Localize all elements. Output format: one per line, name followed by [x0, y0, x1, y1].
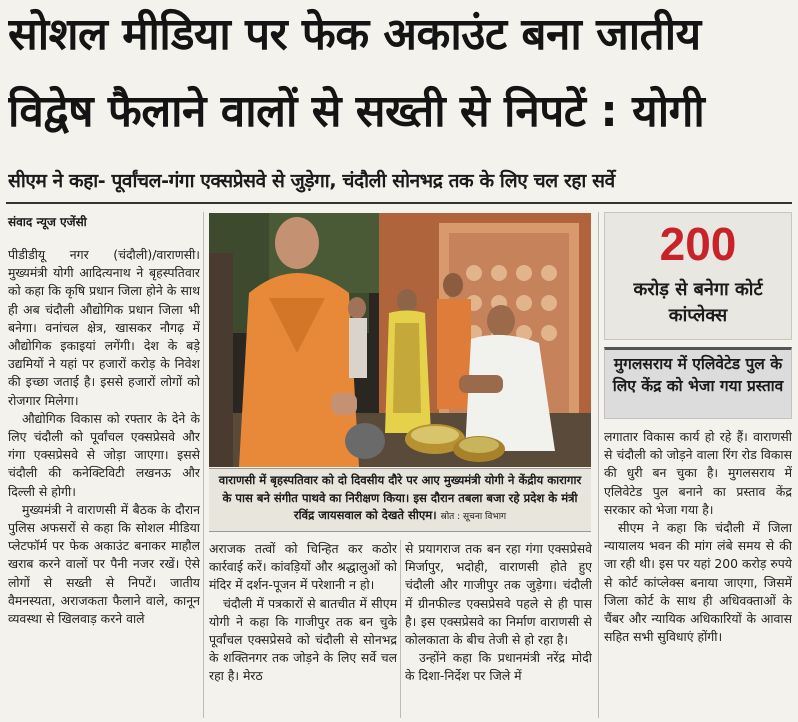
byline: संवाद न्यूज एजेंसी — [8, 215, 87, 229]
news-photo-illustration — [209, 213, 591, 467]
subheadline: सीएम ने कहा- पूर्वांचल-गंगा एक्सप्रेसवे से जुड़ेगा, चंदौली सोनभद्र तक के लिए चल रहा सर्वे — [8, 170, 615, 192]
highlight-label: करोड़ से बनेगा कोर्ट कांप्लेक्स — [633, 279, 763, 326]
sidebar-headline: मुगलसराय में एलिवेटेड पुल के लिए केंद्र को भेजा गया प्रस्ताव — [604, 347, 792, 419]
headline-line-2: विद्वेष फैलाने वालों से सख्ती से निपटें : योगी — [8, 86, 705, 137]
article-column-3 — [405, 540, 592, 718]
sidebar-paragraph-2: सीएम ने कहा कि चंदौली में जिला न्यायालय भवन की मांग लंबे समय से की जा रही थी। इस पर यहां 200 करोड़ रुपये से कोर्ट कांप्लेक्स बनाया जाएगा, जिसमें जिला कोर्ट के साथ ही अधिवक्ताओं के चैंबर और न्यायिक अधिकारियों के आवास सहित सभी सुविधाएं होंगी। — [604, 520, 792, 645]
sidebar-paragraph-1: लगातार विकास कार्य हो रहे हैं। वाराणसी से चंदौली को जोड़ने वाला रिंग रोड विकास की धुरी बन चुका है। मुगलसराय में एलिवेटेड पुल बनाने का प्रस्ताव केंद्र सरकार को भेजा गया है। — [604, 429, 792, 517]
column2-paragraph-2: चंदौली में पत्रकारों से बातचीत में सीएम योगी ने कहा कि गाजीपुर तक बन चुके पूर्वांचल एक्सप्रेसवे को चंदौली से सोनभद्र के शक्तिनगर तक जोड़ने के लिए सर्वे चल रहा है। मेरठ — [209, 595, 397, 684]
column1-paragraph-1: पीडीडीयू नगर (चंदौली)/वाराणसी। मुख्यमंत्री योगी आदित्यनाथ ने बृहस्पतिवार को कहा कि कृषि प्रधान जिला होने के साथ ही अब चंदौली औद्योगिक प्रधान जिला भी बनेगा। वनांचल क्षेत्र, खासकर नौगढ़ में औद्योगिक इकाइयां लगेंगी। देश के बड़े उद्यमियों ने यहां पर हजारों करोड़ के निवेश की इच्छा जताई है। इससे हजारों लोगों को रोजगार मिलेगा। — [8, 247, 200, 408]
article-column-1 — [8, 246, 200, 718]
photo-caption-text: वाराणसी में बृहस्पतिवार को दो दिवसीय दौरे पर आए मुख्यमंत्री योगी ने केंद्रीय कारागार के पास बने संगीत पाथवे का निरीक्षण किया। इस दौरान तबला बजा रहे प्रदेश के मंत्री रविंद्र जायसवाल को देखते सीएम। — [218, 473, 582, 522]
column-divider — [203, 212, 204, 718]
sidebar-column — [604, 428, 792, 718]
sidebar-highlight-box — [604, 212, 792, 340]
highlight-number: 200 — [659, 218, 737, 270]
column1-paragraph-3: मुख्यमंत्री ने वाराणसी में बैठक के दौरान पुलिस अफसरों से कहा कि सोशल मीडिया प्लेटफॉर्म पर फेक अकाउंट बनाकर माहौल खराब करने वालों पर पैनी नजर रखें। ऐसे लोगों से सख्ती से निपटें। जातीय वैमनस्यता, अराजकता फैलाने वाले, कानून व्यवस्था से खिलवाड़ करने वाले — [8, 501, 200, 627]
column1-paragraph-2: औद्योगिक विकास को रफ्तार के देने के लिए चंदौली को पूर्वांचल एक्सप्रेसवे और गंगा एक्सप्रेसवे से जोड़ा जाएगा। इससे चंदौली की कनेक्टिविटी लखनऊ और दिल्ली से होगी। — [8, 410, 200, 499]
headline-rule — [6, 202, 792, 204]
column3-paragraph-1: से प्रयागराज तक बन रहा गंगा एक्सप्रेसवे मिर्जापुर, भदोही, वाराणसी होते हुए चंदौली और गाजीपुर तक जुड़ेगा। चंदौली में ग्रीनफील्ड एक्सप्रेसवे पहले से ही पास है। इस एक्सप्रेसवे का निर्माण वाराणसी से कोलकाता के बीच तेजी से हो रहा है। — [405, 541, 592, 648]
column-divider — [400, 540, 401, 718]
headline-line-1: सोशल मीडिया पर फेक अकाउंट बना जातीय — [8, 9, 701, 60]
photo-caption — [209, 468, 591, 532]
news-photo — [209, 213, 591, 467]
photo-credit: स्रोत : सूचना विभाग — [440, 512, 507, 522]
column-divider — [598, 212, 599, 718]
column3-paragraph-2: उन्होंने कहा कि प्रधानमंत्री नरेंद्र मोदी के दिशा-निर्देश पर जिले में — [405, 650, 592, 684]
column2-paragraph-1: अराजक तत्वों को चिन्हित कर कठोर कार्रवाई करें। कांवड़ियों और श्रद्धालुओं को मंदिर में दर्शन-पूजन में परेशानी न हो। — [209, 541, 397, 593]
article-column-2 — [209, 540, 397, 718]
